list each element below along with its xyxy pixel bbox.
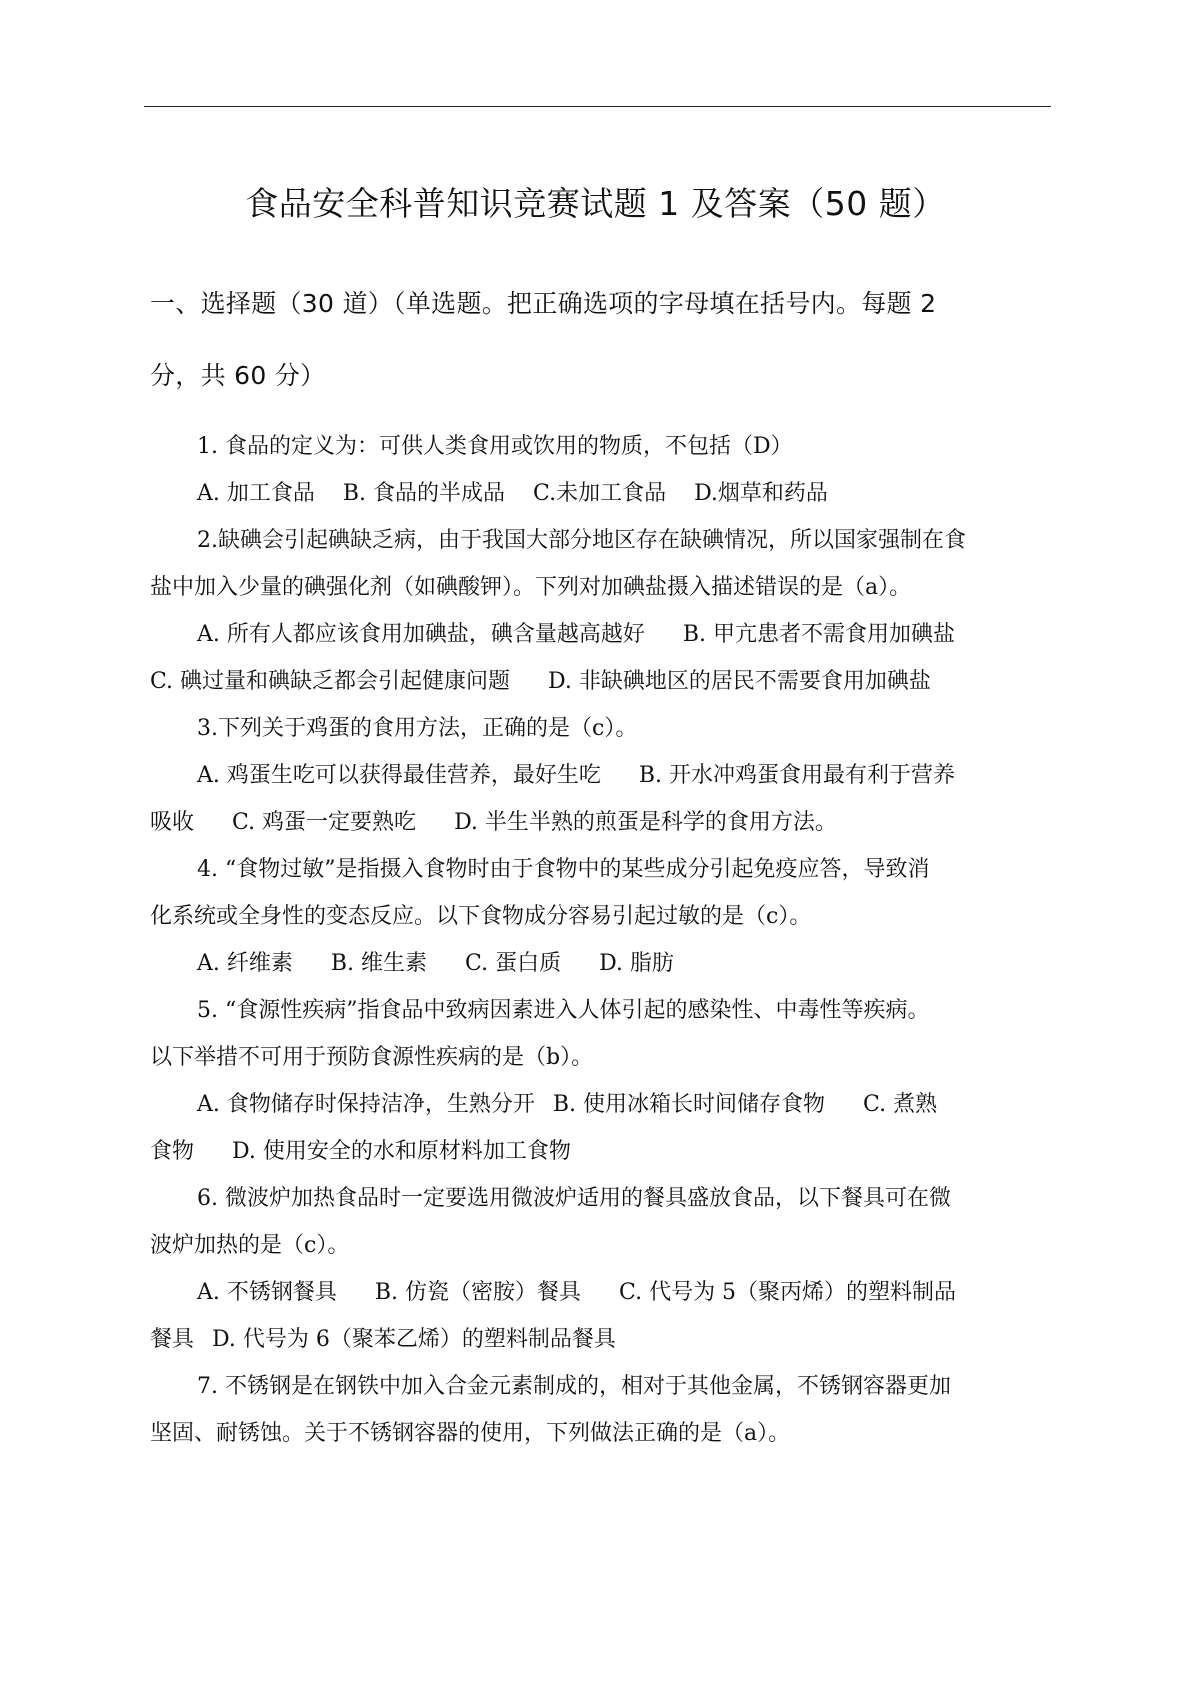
option-a: A. 纤维素: [197, 951, 293, 976]
question-7-stem-cont: 坚固、耐锈蚀。关于不锈钢容器的使用，下列做法正确的是（a）。: [150, 1421, 791, 1446]
question-5-options: [150, 1081, 1045, 1128]
option-c-cont: 食物: [150, 1139, 195, 1164]
section-heading: [150, 268, 1040, 412]
option-b: B. 甲亢患者不需食用加碘盐: [682, 622, 956, 647]
question-1-stem: 1. 食品的定义为：可供人类食用或饮用的物质，不包括（D）: [197, 434, 793, 459]
question-2-options: [150, 611, 1045, 658]
option-b: B. 维生素: [330, 951, 428, 976]
question-list: [150, 423, 1045, 1457]
option-d: D. 脂肪: [599, 951, 674, 976]
question-7-stem: 7. 不锈钢是在钢铁中加入合金元素制成的，相对于其他金属，不锈钢容器更加: [197, 1374, 951, 1399]
section-heading-line-1: 一、选择题（30 道）（单选题。把正确选项的字母填在括号内。每题 2: [150, 289, 937, 318]
question-1-options: [150, 470, 1045, 517]
section-heading-line-2: 分，共 60 分）: [150, 361, 326, 390]
option-b: B. 食品的半成品: [342, 481, 506, 506]
option-d: D. 半生半熟的煎蛋是科学的食用方法。: [454, 810, 837, 835]
option-c: C. 鸡蛋一定要熟吃: [232, 810, 417, 835]
question-4-stem-cont: 化系统或全身性的变态反应。以下食物成分容易引起过敏的是（c）。: [150, 904, 812, 929]
question-3-options-cont: [150, 799, 1045, 846]
question-4-stem: 4. “食物过敏”是指摄入食物时由于食物中的某些成分引起免疫应答，导致消: [197, 857, 930, 882]
option-b: B. 仿瓷（密胺）餐具: [374, 1280, 582, 1305]
option-c: C. 蛋白质: [465, 951, 562, 976]
question-6-options-cont: [150, 1316, 1045, 1363]
option-c: C.未加工食品: [533, 481, 667, 506]
question-5-stem-cont: 以下举措不可用于预防食源性疾病的是（b）。: [150, 1045, 594, 1070]
question-3-options: [150, 752, 1045, 799]
question-2-stem-cont: 盐中加入少量的碘强化剂（如碘酸钾）。下列对加碘盐摄入描述错误的是（a）。: [150, 575, 912, 600]
option-a: A. 不锈钢餐具: [197, 1280, 337, 1305]
question-6-options: [150, 1269, 1045, 1316]
option-b: B. 开水冲鸡蛋食用最有利于营养: [638, 763, 956, 788]
option-d: D. 非缺碘地区的居民不需要食用加碘盐: [548, 669, 931, 694]
option-b: B. 使用冰箱长时间储存食物: [552, 1092, 826, 1117]
question-5-stem: 5. “食源性疾病”指食品中致病因素进入人体引起的感染性、中毒性等疾病。: [197, 998, 930, 1023]
option-d: D. 代号为 6（聚苯乙烯）的塑料制品餐具: [212, 1327, 616, 1352]
page-title: 食品安全科普知识竞赛试题 1 及答案（50 题）: [245, 184, 946, 223]
question-2-stem: [150, 517, 1045, 564]
option-d: D. 使用安全的水和原材料加工食物: [232, 1139, 571, 1164]
option-c: C. 代号为 5（聚丙烯）的塑料制品: [619, 1280, 957, 1305]
question-6-stem: 6. 微波炉加热食品时一定要选用微波炉适用的餐具盛放食品，以下餐具可在微: [197, 1186, 951, 1211]
question-5-options-cont: [150, 1128, 1045, 1175]
option-a: A. 鸡蛋生吃可以获得最佳营养，最好生吃: [197, 763, 601, 788]
question-3-stem: 3.下列关于鸡蛋的食用方法，正确的是（c）。: [197, 716, 638, 741]
option-a: A. 所有人都应该食用加碘盐，碘含量越高越好: [197, 622, 645, 647]
option-c-cont: 餐具: [150, 1327, 195, 1352]
question-2-options-cont: [150, 658, 1045, 705]
option-a: A. 食物储存时保持洁净，生熟分开: [197, 1092, 535, 1117]
header-rule: [144, 106, 1051, 107]
question-2-stem-line-1: 2.缺碘会引起碘缺乏病，由于我国大部分地区存在缺碘情况，所以国家强制在食: [197, 528, 966, 553]
option-d: D.烟草和药品: [694, 481, 828, 506]
option-c: C. 碘过量和碘缺乏都会引起健康问题: [150, 669, 511, 694]
question-6-stem-cont: 波炉加热的是（c）。: [150, 1233, 350, 1258]
option-a: A. 加工食品: [197, 481, 315, 506]
option-b-cont: 吸收: [150, 810, 195, 835]
option-c: C. 煮熟: [863, 1092, 938, 1117]
question-4-options: [150, 940, 1045, 987]
